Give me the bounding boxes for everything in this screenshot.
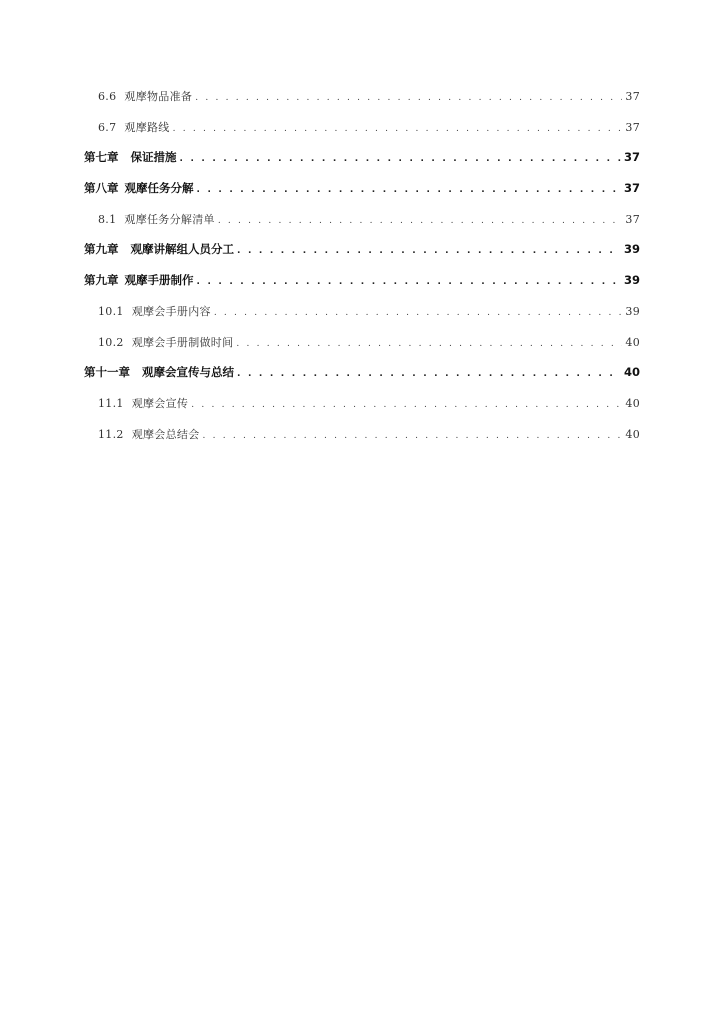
- toc-entry-10-1[interactable]: [84, 303, 640, 334]
- toc-entry-chapter-8[interactable]: [84, 180, 640, 211]
- toc-entry-page: 40: [625, 427, 640, 441]
- toc-entry-page: 40: [625, 396, 640, 410]
- toc-entry-6-7[interactable]: [84, 119, 640, 150]
- toc-entry-title: 观摩物品准备: [124, 90, 193, 103]
- toc-entry-title: 观摩路线: [124, 120, 170, 134]
- toc-dot-leader: [197, 277, 621, 287]
- toc-entry-title: 观摩会宣传: [131, 396, 189, 410]
- toc-entry-title: 保证措施: [130, 150, 177, 165]
- toc-dot-leader: [180, 154, 621, 164]
- table-of-contents: [84, 88, 640, 456]
- toc-entry-title: 观摩会总结会: [131, 427, 200, 441]
- toc-entry-number: 6.6: [98, 90, 117, 103]
- toc-dot-leader: [237, 246, 621, 256]
- toc-entry-number: 11.2: [98, 427, 124, 441]
- toc-entry-number: 10.2: [98, 335, 124, 349]
- toc-dot-leader: [197, 185, 621, 195]
- toc-entry-chapter-9b[interactable]: [84, 272, 640, 303]
- toc-entry-page: 37: [625, 90, 640, 103]
- toc-entry-page: 40: [623, 365, 640, 380]
- toc-entry-chapter-7[interactable]: [84, 149, 640, 180]
- toc-dot-leader: [214, 308, 623, 318]
- toc-dot-leader: [203, 431, 623, 441]
- toc-entry-page: 39: [623, 273, 640, 288]
- toc-entry-page: 39: [623, 242, 640, 257]
- toc-entry-11-1[interactable]: [84, 395, 640, 426]
- toc-entry-number: 第八章: [84, 181, 119, 196]
- toc-entry-title: 观摩讲解组人员分工: [130, 242, 234, 257]
- toc-entry-6-6[interactable]: [84, 88, 640, 119]
- toc-entry-number: 第七章: [84, 150, 119, 165]
- toc-entry-page: 37: [623, 150, 640, 165]
- toc-entry-number: 8.1: [98, 212, 117, 226]
- toc-entry-title: 观摩会手册制做时间: [131, 335, 234, 349]
- toc-entry-page: 39: [625, 304, 640, 318]
- toc-entry-8-1[interactable]: [84, 211, 640, 242]
- toc-entry-number: 第十一章: [84, 365, 130, 380]
- toc-entry-number: 11.1: [98, 396, 124, 410]
- toc-entry-number: 6.7: [98, 120, 117, 134]
- toc-entry-title: 观摩手册制作: [124, 273, 194, 288]
- toc-entry-title: 观摩任务分解: [124, 181, 194, 196]
- toc-entry-chapter-11[interactable]: [84, 364, 640, 395]
- toc-dot-leader: [218, 216, 623, 226]
- toc-entry-11-2[interactable]: [84, 426, 640, 457]
- toc-entry-page: 37: [623, 181, 640, 196]
- toc-dot-leader: [191, 400, 622, 410]
- toc-dot-leader: [236, 339, 622, 349]
- toc-entry-title: 观摩任务分解清单: [124, 212, 215, 226]
- toc-entry-number: 第九章: [84, 273, 119, 288]
- toc-entry-title: 观摩会宣传与总结: [142, 365, 234, 380]
- toc-dot-leader: [173, 124, 623, 134]
- toc-entry-title: 观摩会手册内容: [131, 304, 211, 318]
- toc-dot-leader: [237, 369, 621, 379]
- toc-entry-page: 37: [625, 120, 640, 134]
- toc-entry-page: 37: [625, 212, 640, 226]
- toc-entry-number: 第九章: [84, 242, 119, 257]
- toc-entry-number: 10.1: [98, 304, 124, 318]
- toc-dot-leader: [195, 93, 622, 103]
- toc-entry-chapter-9a[interactable]: [84, 241, 640, 272]
- toc-entry-page: 40: [625, 335, 640, 349]
- toc-entry-10-2[interactable]: [84, 334, 640, 365]
